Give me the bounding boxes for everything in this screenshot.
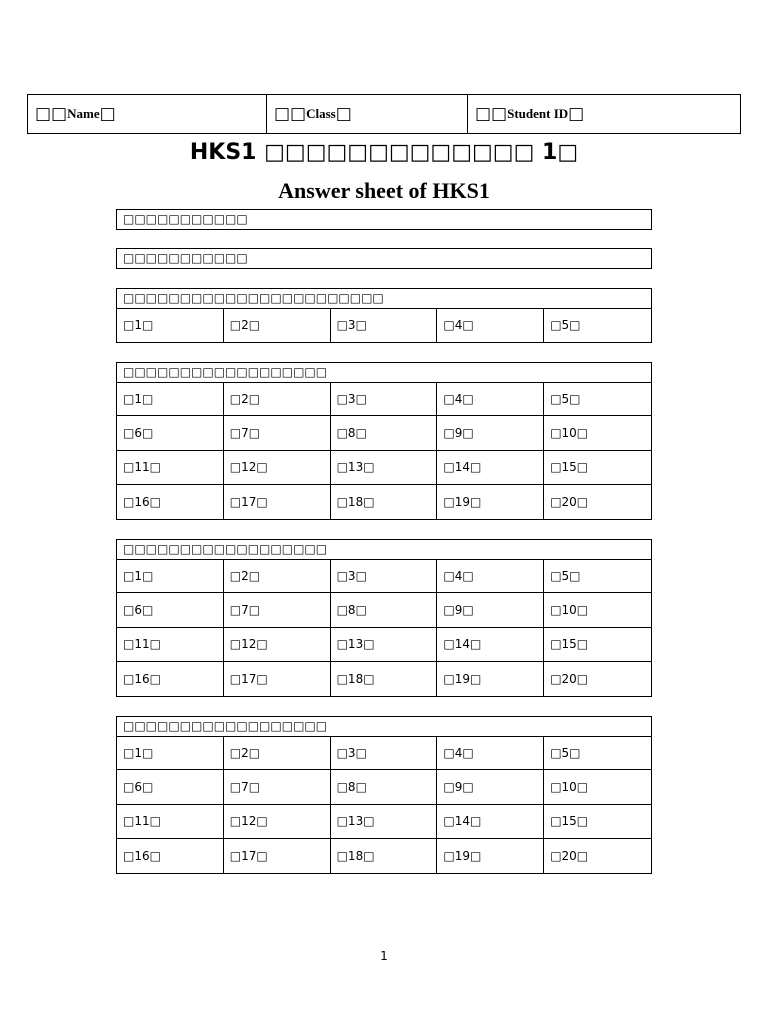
section-1-grid — [116, 308, 652, 343]
answer-cell[interactable]: □1□ — [117, 736, 224, 770]
answer-cell[interactable]: □10□ — [544, 593, 651, 627]
answer-cell[interactable]: □8□ — [331, 416, 438, 450]
answer-cell[interactable]: □2□ — [224, 736, 331, 770]
answer-cell[interactable]: □11□ — [117, 805, 224, 839]
answer-cell[interactable]: □4□ — [437, 382, 544, 416]
section-1-header: □□□□□□□□□□□□□□□□□□□□□□□ — [116, 288, 652, 309]
answer-cell[interactable]: □10□ — [544, 770, 651, 804]
answer-cell[interactable]: □3□ — [331, 382, 438, 416]
answer-cell[interactable]: □7□ — [224, 416, 331, 450]
answer-cell[interactable]: □3□ — [331, 308, 438, 342]
answer-cell[interactable]: □18□ — [331, 839, 438, 873]
answer-cell[interactable]: □16□ — [117, 839, 224, 873]
answer-cell[interactable]: □8□ — [331, 593, 438, 627]
answer-cell[interactable]: □3□ — [331, 559, 438, 593]
answer-cell[interactable]: □20□ — [550, 848, 589, 863]
answer-cell[interactable]: □6□ — [117, 593, 224, 627]
answer-cell[interactable]: □13□ — [331, 805, 438, 839]
answer-cell[interactable]: □5□ — [550, 318, 581, 333]
answer-cell[interactable]: □14□ — [437, 805, 544, 839]
page-title: HKS1 □□□□□□□□□□□□□ 1□ — [189, 140, 579, 165]
answer-cell[interactable]: □5□ — [544, 736, 651, 770]
info-bar-1[interactable]: □□□□□□□□□□□ — [116, 209, 652, 230]
student-info-table — [27, 94, 741, 134]
answer-cell[interactable]: □12□ — [224, 805, 331, 839]
answer-cell[interactable]: □16□ — [117, 485, 224, 519]
answer-cell[interactable]: □19□ — [437, 485, 544, 519]
section-4-header: □□□□□□□□□□□□□□□□□□ — [116, 716, 652, 737]
answer-cell[interactable]: □12□ — [224, 451, 331, 485]
answer-cell[interactable]: □20□ — [550, 671, 589, 686]
answer-cell[interactable]: □2□ — [224, 559, 331, 593]
section-2-header: □□□□□□□□□□□□□□□□□□ — [116, 362, 652, 383]
student-id-field[interactable] — [467, 95, 740, 133]
info-bar-2[interactable]: □□□□□□□□□□□ — [116, 248, 652, 269]
answer-cell[interactable]: □9□ — [437, 770, 544, 804]
section-4-grid — [116, 736, 652, 874]
section-3-header: □□□□□□□□□□□□□□□□□□ — [116, 539, 652, 560]
answer-cell[interactable]: □9□ — [437, 593, 544, 627]
class-label: Class — [306, 106, 336, 121]
answer-cell[interactable]: □1□ — [117, 559, 224, 593]
answer-cell[interactable]: □12□ — [224, 628, 331, 662]
answer-cell[interactable]: □18□ — [331, 662, 438, 696]
answer-cell[interactable]: □11□ — [117, 451, 224, 485]
class-suffix: □ — [335, 104, 352, 124]
answer-cell[interactable]: □6□ — [117, 770, 224, 804]
answer-cell[interactable]: □6□ — [117, 416, 224, 450]
class-cjk: □□ — [274, 104, 307, 124]
student-id-suffix: □ — [568, 104, 585, 124]
name-suffix: □ — [99, 104, 116, 124]
student-id-label: Student ID — [507, 106, 569, 121]
answer-cell[interactable]: □16□ — [117, 662, 224, 696]
answer-cell[interactable]: □2□ — [224, 308, 331, 342]
answer-cell[interactable]: □7□ — [224, 770, 331, 804]
answer-cell[interactable]: □2□ — [224, 382, 331, 416]
answer-cell[interactable]: □19□ — [437, 839, 544, 873]
answer-cell[interactable]: □20□ — [550, 494, 589, 509]
class-field[interactable] — [266, 95, 467, 133]
name-field[interactable] — [28, 95, 266, 133]
page-subtitle: Answer sheet of HKS1 — [278, 178, 490, 203]
answer-cell[interactable]: □11□ — [117, 628, 224, 662]
student-id-cjk: □□ — [475, 104, 508, 124]
name-cjk: □□ — [35, 104, 68, 124]
answer-cell[interactable]: □19□ — [437, 662, 544, 696]
answer-cell[interactable]: □14□ — [437, 451, 544, 485]
section-2-grid — [116, 382, 652, 520]
answer-cell[interactable]: □15□ — [544, 628, 651, 662]
answer-cell[interactable]: □9□ — [437, 416, 544, 450]
answer-cell[interactable]: □1□ — [117, 382, 224, 416]
answer-cell[interactable]: □14□ — [437, 628, 544, 662]
answer-cell[interactable]: □17□ — [224, 839, 331, 873]
answer-cell[interactable]: □7□ — [224, 593, 331, 627]
answer-cell[interactable]: □15□ — [544, 805, 651, 839]
answer-cell[interactable]: □15□ — [544, 451, 651, 485]
answer-cell[interactable]: □4□ — [437, 736, 544, 770]
answer-cell[interactable]: □17□ — [224, 485, 331, 519]
answer-cell[interactable]: □18□ — [331, 485, 438, 519]
answer-cell[interactable]: □17□ — [224, 662, 331, 696]
answer-cell[interactable]: □1□ — [117, 308, 224, 342]
answer-cell[interactable]: □4□ — [437, 308, 544, 342]
page-number: 1 — [380, 949, 388, 963]
answer-cell[interactable]: □5□ — [544, 382, 651, 416]
answer-cell[interactable]: □5□ — [544, 559, 651, 593]
answer-cell[interactable]: □10□ — [544, 416, 651, 450]
answer-cell[interactable]: □13□ — [331, 628, 438, 662]
answer-cell[interactable]: □8□ — [331, 770, 438, 804]
answer-cell[interactable]: □3□ — [331, 736, 438, 770]
answer-cell[interactable]: □4□ — [437, 559, 544, 593]
answer-cell[interactable]: □13□ — [331, 451, 438, 485]
name-label: Name — [67, 106, 100, 121]
section-3-grid — [116, 559, 652, 697]
